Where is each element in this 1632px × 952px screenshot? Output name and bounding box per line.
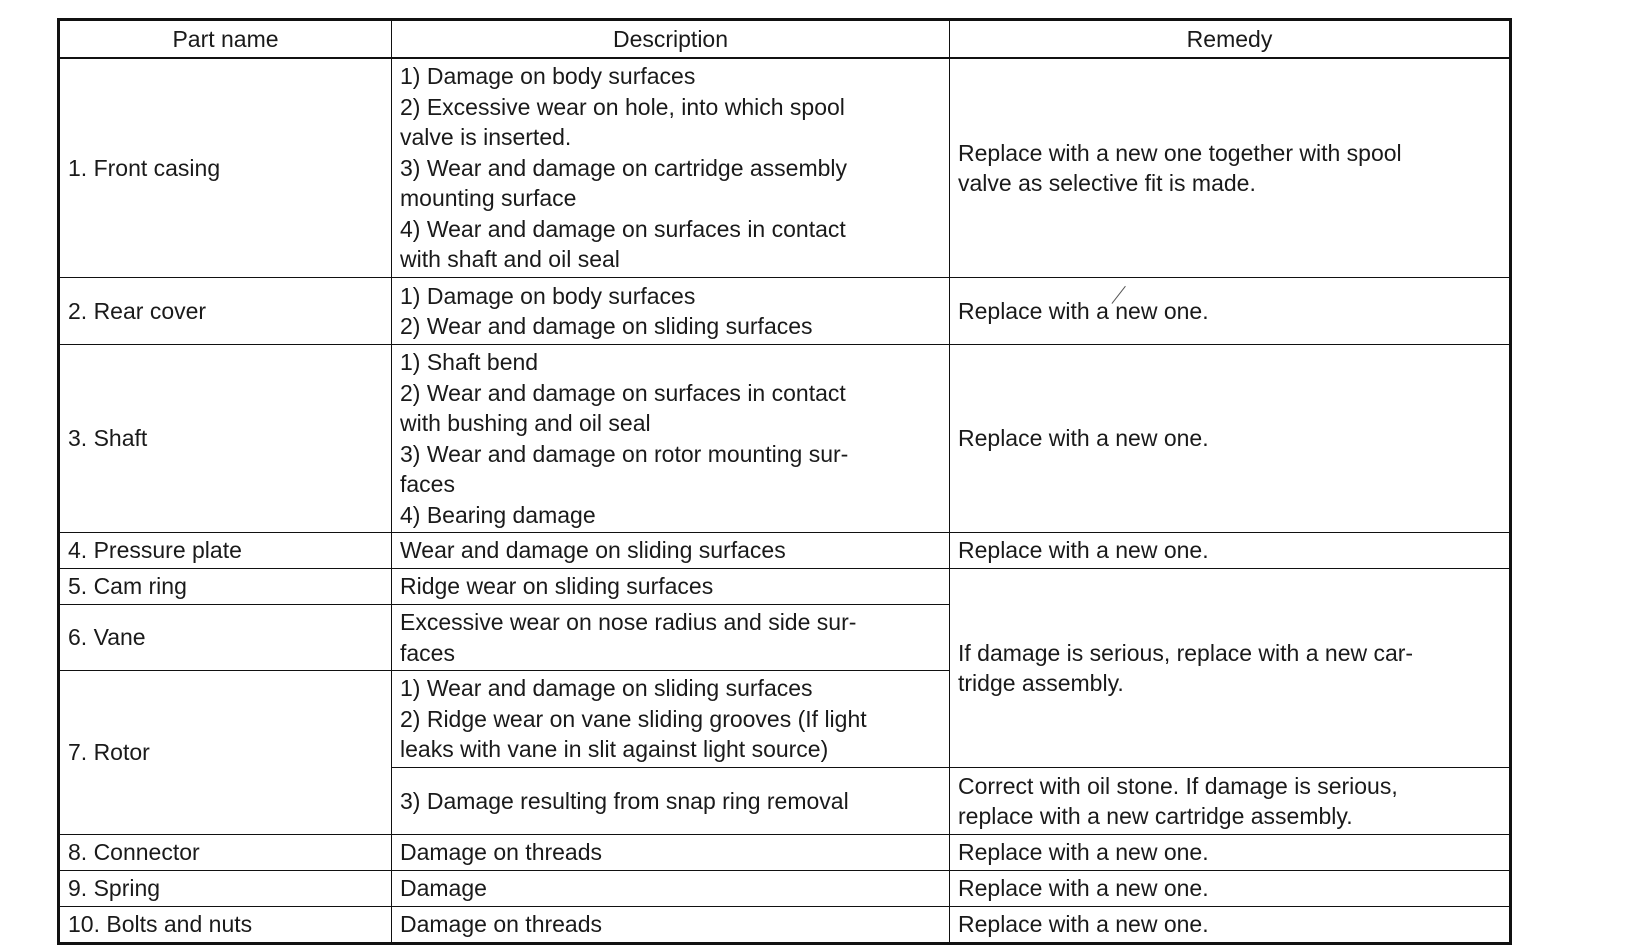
description-line: 3) Wear and damage on cartridge assembly — [400, 154, 848, 181]
description-cell — [392, 605, 950, 671]
description-line: 1) Damage on body surfaces — [400, 282, 696, 309]
description-cell — [392, 58, 950, 278]
part-name-cell: 7. Rotor — [59, 671, 392, 835]
column-header-remedy: Remedy — [950, 20, 1511, 59]
description-cell — [392, 671, 950, 768]
part-name-cell: 1. Front casing — [59, 58, 392, 278]
description-line: faces — [400, 639, 455, 666]
description-line: 4) Bearing damage — [400, 501, 596, 528]
remedy-line: tridge assembly. — [958, 670, 1124, 696]
description-cell: Wear and damage on sliding surfaces — [392, 533, 950, 569]
description-line: 2) Excessive wear on hole, into which spool — [400, 93, 845, 120]
part-name-cell: 3. Shaft — [59, 345, 392, 533]
inspection-sheet — [57, 18, 1509, 945]
remedy-cell: Replace with a new one. — [950, 345, 1511, 533]
description-line: faces — [400, 471, 455, 497]
description-line: 1) Wear and damage on sliding surfaces — [400, 675, 813, 702]
description-line: Excessive wear on nose radius and side sur- — [400, 609, 857, 635]
table-header-row — [59, 20, 1511, 59]
description-line: 2) Ridge wear on vane sliding grooves (If light — [400, 705, 867, 732]
remedy-line: valve as selective fit is made. — [958, 170, 1256, 196]
description-cell: 3) Damage resulting from snap ring removal — [392, 768, 950, 835]
part-name-cell: 10. Bolts and nuts — [59, 907, 392, 944]
remedy-line: Correct with oil stone. If damage is serious, — [958, 772, 1398, 799]
remedy-cell — [950, 768, 1511, 835]
description-line: 2) Wear and damage on sliding surfaces — [400, 313, 813, 339]
remedy-cell — [950, 58, 1511, 278]
part-name-cell: 9. Spring — [59, 871, 392, 907]
remedy-line: replace with a new cartridge assembly. — [958, 803, 1353, 829]
remedy-cell-cartridge-group — [950, 569, 1511, 768]
remedy-cell: Replace with a new one. — [950, 533, 1511, 569]
description-line: 1) Shaft bend — [400, 349, 539, 375]
table-row-pressure-plate — [59, 533, 1511, 569]
part-name-cell: 2. Rear cover — [59, 278, 392, 345]
description-cell: Damage on threads — [392, 907, 950, 944]
part-name-cell: 5. Cam ring — [59, 569, 392, 605]
table-row-shaft — [59, 345, 1511, 533]
remedy-cell: Replace with a new one. — [950, 871, 1511, 907]
remedy-cell: Replace with a new one. — [950, 835, 1511, 871]
description-cell: Ridge wear on sliding surfaces — [392, 569, 950, 605]
part-name-cell: 8. Connector — [59, 835, 392, 871]
table-row-cam-ring — [59, 569, 1511, 605]
column-header-description: Description — [392, 20, 950, 59]
description-line: 4) Wear and damage on surfaces in contact — [400, 215, 846, 242]
table-row-rear-cover — [59, 278, 1511, 345]
description-cell: Damage on threads — [392, 835, 950, 871]
remedy-line: If damage is serious, replace with a new car- — [958, 639, 1414, 666]
description-line: leaks with vane in slit against light source) — [400, 736, 829, 763]
table-row-connector — [59, 835, 1511, 871]
description-line: valve is inserted. — [400, 124, 572, 151]
description-line: mounting surface — [400, 185, 577, 212]
part-name-cell: 4. Pressure plate — [59, 533, 392, 569]
description-line: 2) Wear and damage on surfaces in contact — [400, 379, 846, 406]
part-name-cell: 6. Vane — [59, 605, 392, 671]
remedy-cell: Replace with a new one. — [950, 907, 1511, 944]
description-line: with bushing and oil seal — [400, 410, 651, 436]
description-cell — [392, 345, 950, 533]
description-line: 3) Wear and damage on rotor mounting sur- — [400, 440, 849, 467]
remedy-cell: Replace with a new one. — [950, 278, 1511, 345]
description-cell: Damage — [392, 871, 950, 907]
table-row-front-casing — [59, 58, 1511, 278]
table-row-bolts-and-nuts — [59, 907, 1511, 944]
column-header-part-name: Part name — [59, 20, 392, 59]
description-line: with shaft and oil seal — [400, 246, 620, 273]
description-cell — [392, 278, 950, 345]
inspection-table — [57, 18, 1512, 945]
description-line: 1) Damage on body surfaces — [400, 63, 696, 90]
table-row-spring — [59, 871, 1511, 907]
remedy-line: Replace with a new one together with spool — [958, 139, 1402, 166]
